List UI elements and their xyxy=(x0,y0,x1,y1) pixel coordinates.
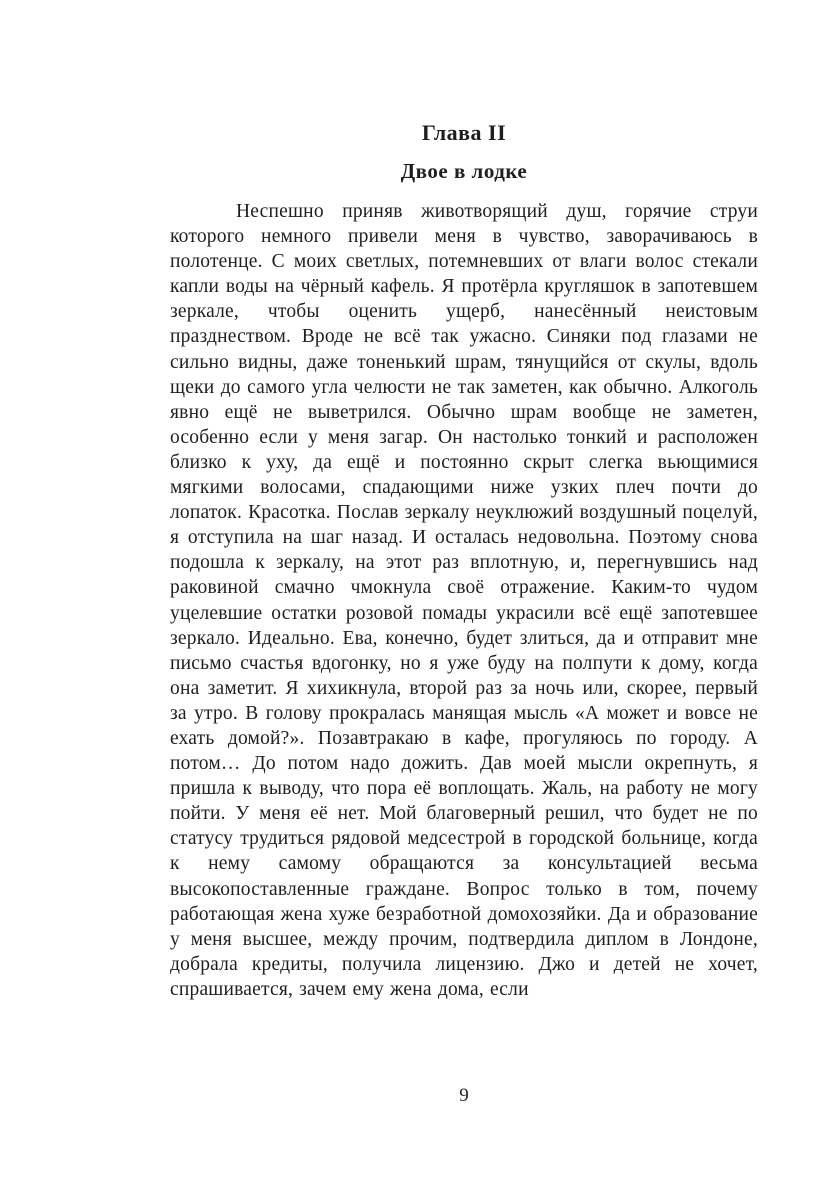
body-paragraph: Неспешно приняв животворящий душ, горячие струи которого немного привели меня в чувство, заворачиваюсь в полотенце. С моих светлых, потемневших от влаги волос стекали капли воды на чёрный кафель. Я протёрла кругляшок в запотевшем зеркале, чтобы оценить ущерб, нанесённый неистовым празднеством. Вроде не всё так ужасно. Синяки под глазами не сильно видны, даже тоненький шрам, тянущийся от скулы, вдоль щеки до самого угла челюсти не так заметен, как обычно. Алкоголь явно ещё не выветрился. Обычно шрам вообще не заметен, особенно если у меня загар. Он настолько тонкий и расположен близко к уху, да ещё и постоянно скрыт слегка вьющимися мягкими волосами, спадающими ниже узких плеч почти до лопаток. Красотка. Послав зеркалу неуклюжий воздушный поцелуй, я отступила на шаг назад. И осталась недовольна. Поэтому снова подошла к зеркалу, на этот раз вплотную, и, перегнувшись над раковиной смачно чмокнула своё отражение. Каким-то чудом уцелевшие остатки розовой помады украсили всё ещё запотевшее зеркало. Идеально. Ева, конечно, будет злиться, да и отправит мне письмо счастья вдогонку, но я уже буду на полпути к дому, когда она заметит. Я хихикнула, второй раз за ночь или, скорее, первый за утро. В голову прокралась манящая мысль «А может и вовсе не ехать домой?». Позавтракаю в кафе, прогуляюсь по городу. А потом… До потом надо дожить. Дав моей мысли окрепнуть, я пришла к выводу, что пора её воплощать. Жаль, на работу не могу пойти. У меня её нет. Мой благоверный решил, что будет не по статусу трудиться рядовой медсестрой в городской больнице, когда к нему самому обращаются за консультацией весьма высокопоставленные граждане. Вопрос только в том, почему работающая жена хуже безработной домохозяйки. Да и образование у меня высшее, между прочим, подтвердила диплом в Лондоне, добрала кредиты, получила лицензию. Джо и детей не хочет, спрашивается, зачем ему жена дома, если xyxy=(170,201,758,1000)
chapter-title: Глава II xyxy=(421,120,507,145)
book-page xyxy=(170,120,758,1002)
section-title: Двое в лодке xyxy=(400,159,528,183)
page-number: 9 xyxy=(459,1085,469,1106)
